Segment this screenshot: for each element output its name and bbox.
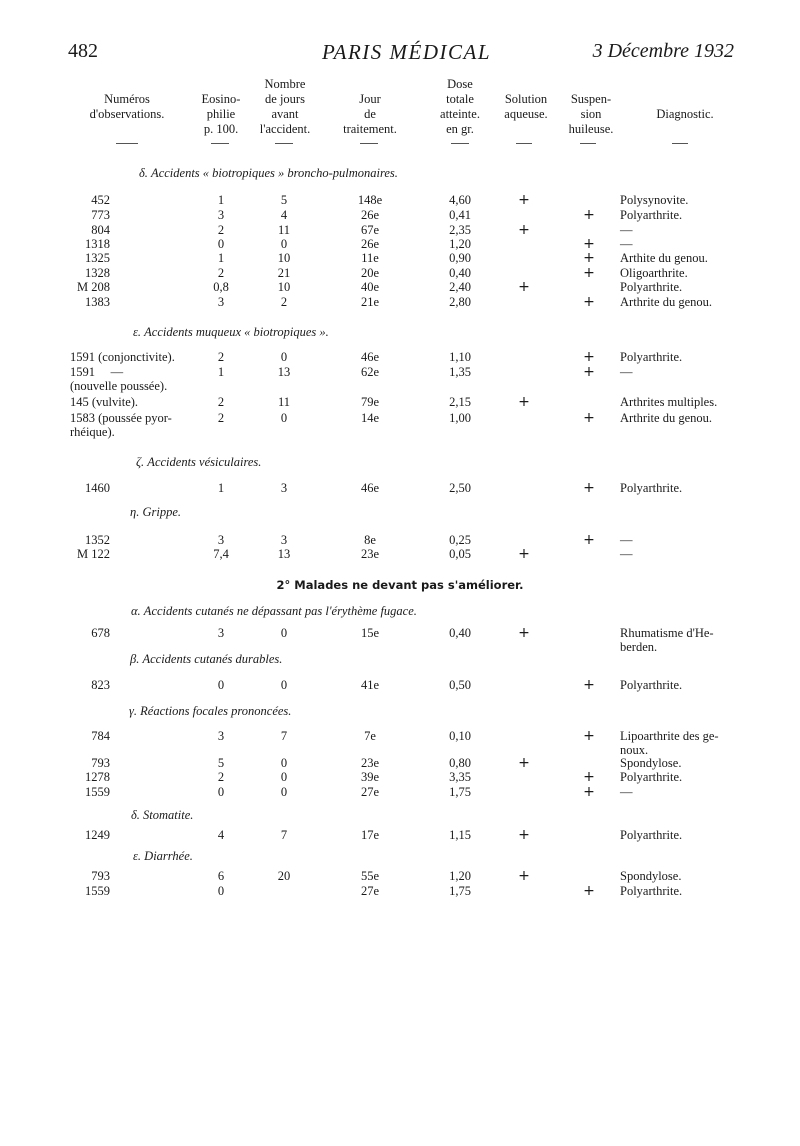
eosinophilie-cell: 2 <box>217 266 225 280</box>
table-row <box>0 481 800 511</box>
section-heading: ε. Accidents muqueux « biotropiques ». <box>133 325 329 339</box>
col-header-diagnostic: Diagnostic. <box>656 107 714 121</box>
table-row <box>0 547 800 577</box>
treatment-day-cell: 148e <box>357 193 383 207</box>
solution-mark: + <box>518 625 530 641</box>
eosinophilie-cell: 0 <box>217 678 225 692</box>
header-rule <box>116 143 138 144</box>
treatment-day-cell: 40e <box>360 280 380 294</box>
suspension-mark: + <box>583 294 595 310</box>
days-before-cell: 10 <box>277 280 291 294</box>
eosinophilie-cell: 1 <box>217 193 225 207</box>
diagnostic-cell: Polysynovite. <box>620 193 689 207</box>
dose-cell: 4,60 <box>449 193 471 207</box>
section-heading: ε. Diarrhée. <box>133 849 193 863</box>
treatment-day-cell: 62e <box>360 365 380 379</box>
dose-cell: 0,40 <box>449 626 471 640</box>
treatment-day-cell: 46e <box>360 350 380 364</box>
table-row <box>0 295 800 325</box>
diagnostic-cell: Polyarthrite. <box>620 280 683 294</box>
col-header-jour-traitement: Jour de traitement. <box>343 92 397 136</box>
suspension-mark: + <box>583 532 595 548</box>
days-before-cell: 3 <box>280 481 288 495</box>
eosinophilie-cell: 1 <box>217 365 225 379</box>
eosinophilie-cell: 7,4 <box>213 547 229 561</box>
dose-cell: 0,05 <box>449 547 471 561</box>
suspension-mark: + <box>583 883 595 899</box>
treatment-day-cell: 21e <box>360 295 380 309</box>
dose-cell: 0,10 <box>449 729 471 743</box>
eosinophilie-cell: 2 <box>217 223 225 237</box>
eosinophilie-cell: 2 <box>217 770 225 784</box>
header-rule <box>580 143 596 144</box>
dose-cell: 2,35 <box>449 223 471 237</box>
solution-mark: + <box>518 755 530 771</box>
diagnostic-cell: Oligoarthrite. <box>620 266 688 280</box>
section-heading: β. Accidents cutanés durables. <box>130 652 283 666</box>
diagnostic-cell: — <box>620 237 633 251</box>
observation-number: 793 <box>91 869 110 883</box>
table-row <box>0 411 800 441</box>
days-before-cell: 21 <box>277 266 291 280</box>
diagnostic-cell: — <box>620 547 633 561</box>
col-header-eosinophilie: Eosino- philie p. 100. <box>201 92 241 136</box>
days-before-cell: 13 <box>277 547 291 561</box>
table-row <box>0 365 800 395</box>
eosinophilie-cell: 0 <box>217 237 225 251</box>
days-before-cell: 10 <box>277 251 291 265</box>
days-before-cell: 0 <box>280 626 288 640</box>
days-before-cell: 0 <box>280 756 288 770</box>
suspension-mark: + <box>583 265 595 281</box>
header-rule <box>516 143 532 144</box>
observation-number: 793 <box>91 756 110 770</box>
days-before-cell: 0 <box>280 770 288 784</box>
diagnostic-cell: Polyarthrite. <box>620 678 683 692</box>
observation-number: 1583 (poussée pyor- rhéique). <box>70 411 172 439</box>
observation-number: 823 <box>91 678 110 692</box>
observation-number: 1278 <box>85 770 110 784</box>
diagnostic-cell: Lipoarthrite des ge- noux. <box>620 729 719 757</box>
section-heading: δ. Stomatite. <box>131 808 194 822</box>
eosinophilie-cell: 3 <box>217 533 225 547</box>
table-row <box>0 678 800 708</box>
diagnostic-cell: Polyarthrite. <box>620 481 683 495</box>
treatment-day-cell: 79e <box>360 395 380 409</box>
header-rule <box>672 143 688 144</box>
treatment-day-cell: 26e <box>360 208 380 222</box>
observation-number: M 122 <box>77 547 110 561</box>
table-row <box>0 785 800 815</box>
treatment-day-cell: 67e <box>360 223 380 237</box>
journal-title: PARIS MÉDICAL <box>322 40 492 64</box>
eosinophilie-cell: 3 <box>217 626 225 640</box>
section-heading: γ. Réactions focales prononcées. <box>129 704 292 718</box>
observation-number: 1559 <box>85 785 110 799</box>
days-before-cell: 5 <box>280 193 288 207</box>
treatment-day-cell: 23e <box>360 547 380 561</box>
observation-number: 1460 <box>85 481 110 495</box>
days-before-cell: 3 <box>280 533 288 547</box>
days-before-cell: 0 <box>280 678 288 692</box>
days-before-cell: 7 <box>280 729 288 743</box>
suspension-mark: + <box>583 349 595 365</box>
treatment-day-cell: 14e <box>360 411 380 425</box>
eosinophilie-cell: 0 <box>217 884 225 898</box>
dose-cell: 2,15 <box>449 395 471 409</box>
observation-number: 1591 (conjonctivite). <box>70 350 175 364</box>
observation-number: 773 <box>91 208 110 222</box>
header-rule <box>360 143 378 144</box>
dose-cell: 1,75 <box>449 785 471 799</box>
eosinophilie-cell: 3 <box>217 295 225 309</box>
table-row <box>0 729 800 759</box>
days-before-cell: 7 <box>280 828 288 842</box>
suspension-mark: + <box>583 480 595 496</box>
observation-number: 1328 <box>85 266 110 280</box>
eosinophilie-cell: 2 <box>217 411 225 425</box>
observation-number: 1249 <box>85 828 110 842</box>
days-before-cell: 13 <box>277 365 291 379</box>
treatment-day-cell: 20e <box>360 266 380 280</box>
dose-cell: 1,00 <box>449 411 471 425</box>
dose-cell: 1,75 <box>449 884 471 898</box>
days-before-cell: 0 <box>280 350 288 364</box>
suspension-mark: + <box>583 769 595 785</box>
dose-cell: 1,10 <box>449 350 471 364</box>
suspension-mark: + <box>583 250 595 266</box>
observation-number: 1352 <box>85 533 110 547</box>
treatment-day-cell: 39e <box>360 770 380 784</box>
col-header-jours-avant: Nombre de jours avant l'accident. <box>259 77 311 136</box>
treatment-day-cell: 27e <box>360 884 380 898</box>
solution-mark: + <box>518 827 530 843</box>
eosinophilie-cell: 2 <box>217 395 225 409</box>
dose-cell: 0,50 <box>449 678 471 692</box>
treatment-day-cell: 23e <box>360 756 380 770</box>
diagnostic-cell: Spondylose. <box>620 869 682 883</box>
section-heading: δ. Accidents « biotropiques » broncho-pulmonaires. <box>139 166 398 180</box>
dose-cell: 0,41 <box>449 208 471 222</box>
treatment-day-cell: 55e <box>360 869 380 883</box>
observation-number: 804 <box>91 223 110 237</box>
eosinophilie-cell: 5 <box>217 756 225 770</box>
observation-number: 784 <box>91 729 110 743</box>
col-header-solution: Solution aqueuse. <box>504 92 548 121</box>
days-before-cell: 0 <box>280 785 288 799</box>
part-heading: 2° Malades ne devant pas s'améliorer. <box>276 578 524 592</box>
diagnostic-cell: Rhumatisme d'He- berden. <box>620 626 714 654</box>
treatment-day-cell: 7e <box>364 729 376 743</box>
eosinophilie-cell: 1 <box>217 481 225 495</box>
col-header-observations: Numéros d'observations. <box>89 92 165 121</box>
table-row <box>0 626 800 656</box>
diagnostic-cell: — <box>620 365 633 379</box>
eosinophilie-cell: 4 <box>217 828 225 842</box>
eosinophilie-cell: 2 <box>217 350 225 364</box>
diagnostic-cell: Polyarthrite. <box>620 350 683 364</box>
treatment-day-cell: 46e <box>360 481 380 495</box>
header-rule <box>275 143 293 144</box>
dose-cell: 2,80 <box>449 295 471 309</box>
suspension-mark: + <box>583 728 595 744</box>
header-rule <box>451 143 469 144</box>
section-heading: ζ. Accidents vésiculaires. <box>136 455 262 469</box>
observation-number: 1318 <box>85 237 110 251</box>
eosinophilie-cell: 3 <box>217 729 225 743</box>
observation-number: 1325 <box>85 251 110 265</box>
suspension-mark: + <box>583 784 595 800</box>
eosinophilie-cell: 0 <box>217 785 225 799</box>
days-before-cell: 2 <box>280 295 288 309</box>
dose-cell: 1,20 <box>449 869 471 883</box>
page-number: 482 <box>68 40 98 62</box>
diagnostic-cell: Arthite du genou. <box>620 251 708 265</box>
treatment-day-cell: 17e <box>360 828 380 842</box>
days-before-cell: 0 <box>280 411 288 425</box>
col-header-dose: Dose totale atteinte. en gr. <box>440 77 480 136</box>
eosinophilie-cell: 3 <box>217 208 225 222</box>
dose-cell: 1,20 <box>449 237 471 251</box>
observation-number: 678 <box>91 626 110 640</box>
treatment-day-cell: 27e <box>360 785 380 799</box>
treatment-day-cell: 26e <box>360 237 380 251</box>
table-row <box>0 828 800 858</box>
observation-number: M 208 <box>77 280 110 294</box>
solution-mark: + <box>518 546 530 562</box>
diagnostic-cell: Polyarthrite. <box>620 884 683 898</box>
diagnostic-cell: Arthrite du genou. <box>620 411 712 425</box>
diagnostic-cell: — <box>620 223 633 237</box>
treatment-day-cell: 8e <box>364 533 376 547</box>
observation-number: 1559 <box>85 884 110 898</box>
eosinophilie-cell: 0,8 <box>213 280 229 294</box>
dose-cell: 2,50 <box>449 481 471 495</box>
diagnostic-cell: — <box>620 533 633 547</box>
solution-mark: + <box>518 868 530 884</box>
solution-mark: + <box>518 222 530 238</box>
diagnostic-cell: Polyarthrite. <box>620 770 683 784</box>
dose-cell: 1,15 <box>449 828 471 842</box>
days-before-cell: 11 <box>277 395 291 409</box>
eosinophilie-cell: 1 <box>217 251 225 265</box>
diagnostic-cell: Polyarthrite. <box>620 828 683 842</box>
solution-mark: + <box>518 192 530 208</box>
suspension-mark: + <box>583 410 595 426</box>
observation-number: 145 (vulvite). <box>70 395 139 409</box>
solution-mark: + <box>518 279 530 295</box>
diagnostic-cell: Polyarthrite. <box>620 208 683 222</box>
suspension-mark: + <box>583 677 595 693</box>
diagnostic-cell: Arthrite du genou. <box>620 295 712 309</box>
dose-cell: 3,35 <box>449 770 471 784</box>
treatment-day-cell: 15e <box>360 626 380 640</box>
dose-cell: 2,40 <box>449 280 471 294</box>
days-before-cell: 11 <box>277 223 291 237</box>
dose-cell: 0,90 <box>449 251 471 265</box>
dose-cell: 1,35 <box>449 365 471 379</box>
header-rule <box>211 143 229 144</box>
dose-cell: 0,80 <box>449 756 471 770</box>
issue-date: 3 Décembre 1932 <box>592 40 734 62</box>
section-heading: α. Accidents cutanés ne dépassant pas l'érythème fugace. <box>131 604 417 618</box>
dose-cell: 0,40 <box>449 266 471 280</box>
table-row <box>0 884 800 914</box>
treatment-day-cell: 41e <box>360 678 380 692</box>
suspension-mark: + <box>583 207 595 223</box>
dose-cell: 0,25 <box>449 533 471 547</box>
suspension-mark: + <box>583 364 595 380</box>
diagnostic-cell: — <box>620 785 633 799</box>
days-before-cell: 0 <box>280 237 288 251</box>
days-before-cell: 4 <box>280 208 288 222</box>
diagnostic-cell: Spondylose. <box>620 756 682 770</box>
observation-number: 452 <box>91 193 110 207</box>
solution-mark: + <box>518 394 530 410</box>
suspension-mark: + <box>583 236 595 252</box>
diagnostic-cell: Arthrites multiples. <box>620 395 718 409</box>
section-heading: η. Grippe. <box>130 505 181 519</box>
col-header-suspension: Suspen- sion huileuse. <box>568 92 614 136</box>
observation-number: 1383 <box>85 295 110 309</box>
eosinophilie-cell: 6 <box>217 869 225 883</box>
observation-number: 1591 — (nouvelle poussée). <box>70 365 168 393</box>
days-before-cell: 20 <box>277 869 291 883</box>
treatment-day-cell: 11e <box>361 251 379 265</box>
